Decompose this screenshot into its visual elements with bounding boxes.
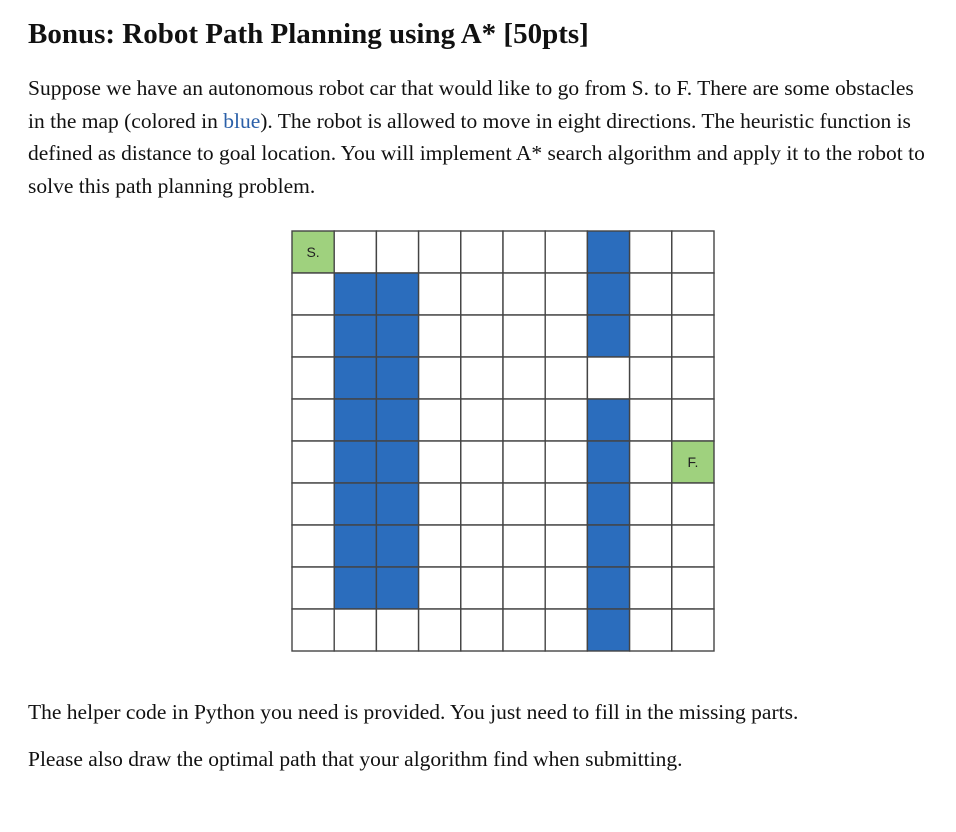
obstacle-cell	[376, 525, 418, 567]
grid-cell	[503, 399, 545, 441]
obstacle-cell	[587, 315, 629, 357]
obstacle-cell	[376, 315, 418, 357]
grid-cell	[334, 231, 376, 273]
grid-cell	[292, 441, 334, 483]
grid-cell	[461, 525, 503, 567]
grid-cell	[461, 231, 503, 273]
obstacle-cell	[587, 273, 629, 315]
obstacle-cell	[376, 567, 418, 609]
grid-cell	[545, 525, 587, 567]
obstacle-cell	[587, 483, 629, 525]
grid-cell	[630, 357, 672, 399]
grid-cell	[545, 315, 587, 357]
intro-text-end: ). The robot is allowed to move in eight directions. The heuristic function is defined as distance to goal location. You will implement A* search algorithm and apply it to the robot to solve this path planning problem.	[28, 108, 925, 198]
obstacle-cell	[587, 399, 629, 441]
grid-cell	[292, 315, 334, 357]
grid-cell	[630, 399, 672, 441]
grid-cell	[334, 609, 376, 651]
submission-instruction-text: Please also draw the optimal path that your algorithm find when submitting.	[28, 747, 683, 771]
grid-cell	[545, 441, 587, 483]
grid-cell	[672, 525, 714, 567]
obstacle-cell	[334, 315, 376, 357]
grid-cell	[630, 483, 672, 525]
obstacle-cell	[587, 231, 629, 273]
grid-cell	[419, 315, 461, 357]
grid-cell	[419, 483, 461, 525]
grid-cell	[292, 399, 334, 441]
obstacle-cell	[376, 441, 418, 483]
start-label: S.	[306, 244, 320, 260]
obstacle-cell	[587, 441, 629, 483]
grid-cell	[630, 609, 672, 651]
grid-cell	[419, 231, 461, 273]
grid-cell	[292, 273, 334, 315]
grid-cell	[419, 567, 461, 609]
obstacle-cell	[376, 273, 418, 315]
grid-cell	[545, 231, 587, 273]
helper-code-text: The helper code in Python you need is provided. You just need to fill in the missing parts.	[28, 700, 799, 724]
grid-cell	[503, 357, 545, 399]
grid-cell	[630, 441, 672, 483]
obstacle-cell	[376, 357, 418, 399]
grid-cell	[545, 399, 587, 441]
grid-cell	[461, 399, 503, 441]
grid-cell	[292, 609, 334, 651]
obstacle-cell	[376, 399, 418, 441]
obstacle-cell	[334, 441, 376, 483]
grid-cell	[503, 483, 545, 525]
goal-label: F.	[687, 454, 699, 470]
grid-cell	[630, 273, 672, 315]
grid-cell	[461, 357, 503, 399]
grid-cell	[461, 609, 503, 651]
grid-cell	[503, 525, 545, 567]
grid-map	[291, 230, 715, 652]
grid-cell	[672, 315, 714, 357]
obstacle-cell	[587, 525, 629, 567]
grid-cell	[672, 399, 714, 441]
grid-cell	[419, 399, 461, 441]
grid-cell	[419, 441, 461, 483]
grid-cell	[672, 273, 714, 315]
grid-cell	[461, 441, 503, 483]
grid-cell	[503, 567, 545, 609]
page-title: Bonus: Robot Path Planning using A* [50pts]	[28, 18, 589, 50]
intro-text-start: Suppose we have an autonomous robot car that would like to go from S. to F. There are some obstacles in the map (colored in	[28, 76, 914, 133]
grid-cell	[672, 609, 714, 651]
grid-cell	[672, 483, 714, 525]
grid-cell	[672, 357, 714, 399]
grid-cell	[419, 273, 461, 315]
grid-cell	[461, 273, 503, 315]
intro-blue-word: blue	[223, 108, 261, 133]
grid-cell	[292, 357, 334, 399]
grid-cell	[419, 357, 461, 399]
grid-cell	[292, 567, 334, 609]
grid-cell	[419, 525, 461, 567]
grid-cell	[503, 441, 545, 483]
grid-cell	[672, 567, 714, 609]
grid-cell	[672, 231, 714, 273]
grid-cell	[503, 609, 545, 651]
grid-cell	[630, 567, 672, 609]
obstacle-cell	[334, 357, 376, 399]
grid-cell	[545, 567, 587, 609]
grid-cell	[292, 525, 334, 567]
grid-cell	[461, 483, 503, 525]
grid-cell	[461, 567, 503, 609]
grid-cell	[503, 231, 545, 273]
intro-paragraph	[28, 72, 933, 202]
obstacle-cell	[376, 483, 418, 525]
grid-cell	[587, 357, 629, 399]
grid-cell	[292, 483, 334, 525]
grid-cell	[503, 315, 545, 357]
obstacle-cell	[334, 399, 376, 441]
obstacle-cell	[587, 609, 629, 651]
grid-cell	[630, 525, 672, 567]
obstacle-cell	[334, 483, 376, 525]
grid-cell	[545, 483, 587, 525]
grid-cell	[461, 315, 503, 357]
grid-cell	[419, 609, 461, 651]
grid-map-svg	[291, 230, 715, 652]
grid-cell	[630, 315, 672, 357]
obstacle-cell	[587, 567, 629, 609]
grid-cell	[503, 273, 545, 315]
grid-cell	[376, 231, 418, 273]
grid-cell	[545, 357, 587, 399]
grid-cell	[630, 231, 672, 273]
obstacle-cell	[334, 273, 376, 315]
grid-cell	[545, 273, 587, 315]
grid-cell	[376, 609, 418, 651]
grid-cell	[545, 609, 587, 651]
obstacle-cell	[334, 525, 376, 567]
obstacle-cell	[334, 567, 376, 609]
